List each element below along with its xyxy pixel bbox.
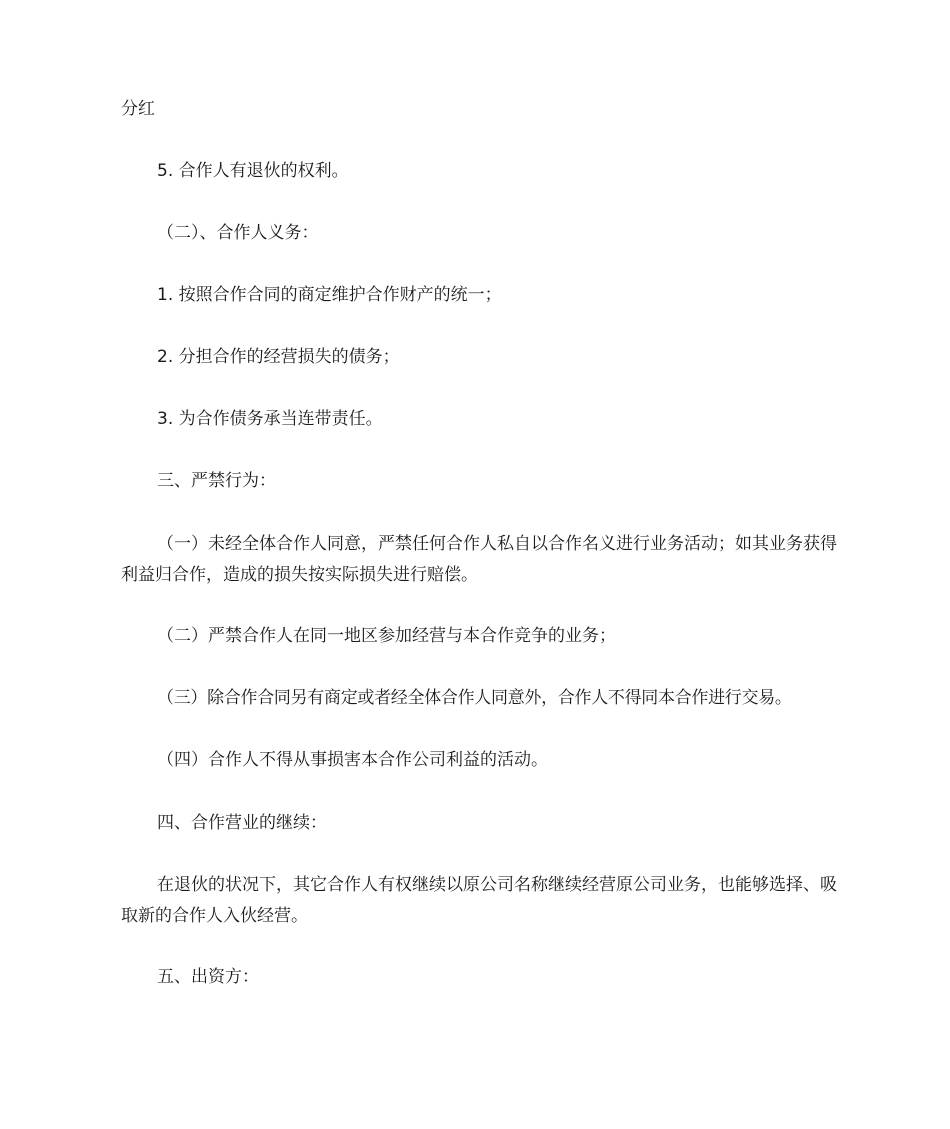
- paragraph-prohibition-3: （三）除合作合同另有商定或者经全体合作人同意外，合作人不得同本合作进行交易。: [157, 688, 792, 708]
- paragraph-prohibition-2: （二）严禁合作人在同一地区参加经营与本合作竞争的业务；: [157, 626, 616, 646]
- paragraph-dividend: 分红: [121, 99, 155, 119]
- paragraph-prohibition-1: （一）未经全体合作人同意，严禁任何合作人私自以合作名义进行业务活动；如其业务获得利益归合作，造成的损失按实际损失进行赔偿。: [121, 534, 837, 585]
- paragraph-obligation-2: 2. 分担合作的经营损失的债务；: [157, 347, 400, 367]
- paragraph-obligation-1: 1. 按照合作合同的商定维护合作财产的统一；: [157, 285, 502, 305]
- paragraph-right-to-withdraw: 5. 合作人有退伙的权利。: [157, 161, 349, 181]
- paragraph-continuation: 在退伙的状况下，其它合作人有权继续以原公司名称继续经营原公司业务，也能够选择、吸取新的合作人入伙经营。: [121, 875, 837, 926]
- paragraph-obligation-3: 3. 为合作债务承当连带责任。: [157, 409, 383, 429]
- paragraph-prohibition-4: （四）合作人不得从事损害本合作公司利益的活动。: [157, 750, 548, 770]
- heading-prohibited-acts: 三、严禁行为：: [157, 471, 276, 491]
- heading-business-continuation: 四、合作营业的继续：: [157, 813, 327, 833]
- heading-investor: 五、出资方：: [157, 967, 259, 987]
- heading-partner-obligations: （二）、合作人义务：: [157, 223, 319, 243]
